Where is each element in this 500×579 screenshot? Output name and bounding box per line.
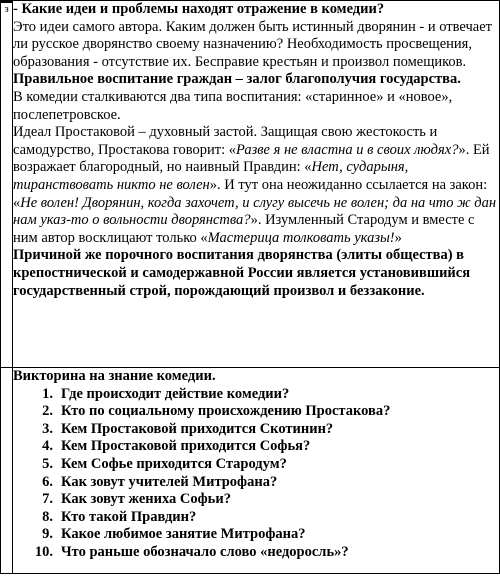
table-row bbox=[1, 1, 500, 368]
quote-starodum: Мастерица толковать указы! bbox=[207, 229, 395, 246]
quiz-question bbox=[13, 438, 499, 456]
paragraph-ideas-text: Это идеи самого автора. Каким должен быть истинный дворянин - и отвечает ли русское дворянство своему назначению? Необходимость просвещения, образования - отсутствие их. Бесправие крестьян и произвол помещиков. bbox=[13, 18, 492, 70]
quiz-question bbox=[13, 421, 499, 439]
quiz-question bbox=[13, 456, 499, 474]
row-number: з bbox=[4, 3, 9, 15]
row-number-cell bbox=[1, 1, 13, 368]
question-text: - Какие идеи и проблемы находят отражение в комедии? bbox=[13, 1, 385, 17]
text-part: ». И тут она неожиданно ссылается на закон: « bbox=[13, 176, 488, 211]
text-part: Идеал Простаковой – духовный застой. Защищая свою жестокость и самодурство, Простакова говорит: « bbox=[13, 124, 438, 158]
quiz-question-text: Кто такой Правдин? bbox=[61, 508, 197, 525]
quote-prostakova: Разве я не властна и в своих людях? bbox=[236, 141, 459, 158]
question-heading bbox=[13, 1, 499, 19]
quiz-question-number: 5. bbox=[42, 455, 53, 472]
quote-pravdin: Нет, сударыня, тиранствовать никто не волен bbox=[13, 159, 409, 193]
text-part: ». Ей возражает благородный, но наивный Правдин: « bbox=[13, 141, 490, 176]
quiz-question-text: Кем Простаковой приходится Софья? bbox=[61, 438, 311, 455]
quiz-question-number: 8. bbox=[42, 508, 53, 525]
row-number-cell bbox=[1, 368, 13, 574]
quiz-question bbox=[13, 491, 499, 509]
quiz-question-number: 1. bbox=[42, 385, 53, 402]
text-part: » bbox=[394, 229, 402, 246]
paragraph-ideas bbox=[13, 19, 499, 89]
quiz-cell bbox=[13, 368, 500, 574]
quiz-question-number: 4. bbox=[42, 438, 53, 455]
quiz-question-number: 6. bbox=[42, 473, 53, 490]
quiz-question bbox=[13, 474, 499, 492]
quote-law: Не волен! Дворянин, когда захочет, и слугу высечь не волен; да на что ж дан нам указ-то о вольности дворянства? bbox=[13, 194, 497, 229]
quiz-question bbox=[13, 386, 499, 404]
quiz-question bbox=[13, 544, 499, 562]
quiz-question bbox=[13, 526, 499, 544]
quiz-question-text: Кто по социальному происхождению Простакова? bbox=[61, 403, 391, 420]
quiz-question-number: 10. bbox=[34, 543, 53, 560]
quiz-question bbox=[13, 403, 499, 421]
quiz-question-text: Кем Софье приходится Стародум? bbox=[61, 455, 287, 472]
paragraph-conclusion bbox=[13, 247, 499, 300]
quiz-question-number: 3. bbox=[42, 420, 53, 437]
quiz-question-text: Какое любимое занятие Митрофана? bbox=[61, 526, 306, 543]
paragraph-upbringing: В комедии сталкиваются два типа воспитания: «старинное» и «новое», послепетровское. bbox=[13, 88, 453, 123]
paragraph-prostakova bbox=[13, 124, 499, 247]
paragraph-ideas-bold: Правильное воспитание граждан – залог благополучия государства. bbox=[13, 71, 461, 88]
quiz-question-number: 9. bbox=[42, 526, 53, 543]
quiz-question-text: Как зовут учителей Митрофана? bbox=[61, 473, 278, 490]
quiz-question-text: Что раньше обозначало слово «недоросль»? bbox=[61, 543, 349, 560]
quiz-question-number: 2. bbox=[42, 403, 53, 420]
quiz-title: Викторина на знание комедии. bbox=[13, 368, 216, 384]
text-cell bbox=[13, 1, 500, 368]
quiz-question bbox=[13, 509, 499, 527]
paragraph-conclusion-text: Причиной же порочного воспитания дворянства (элиты общества) в крепостнической и самодержавной России является установившийся государственный строй, порождающий произвол и беззаконие. bbox=[13, 247, 471, 299]
quiz-question-text: Как зовут жениха Софьи? bbox=[61, 491, 231, 508]
quiz-list bbox=[13, 386, 499, 562]
quiz-question-text: Где происходит действие комедии? bbox=[61, 385, 290, 402]
text-part: ». Изумленный Стародум и вместе с ним автор восклицают только « bbox=[13, 212, 475, 246]
quiz-question-text: Кем Простаковой приходится Скотинин? bbox=[61, 420, 334, 437]
quiz-question-number: 7. bbox=[42, 491, 53, 508]
table-row bbox=[1, 368, 500, 574]
